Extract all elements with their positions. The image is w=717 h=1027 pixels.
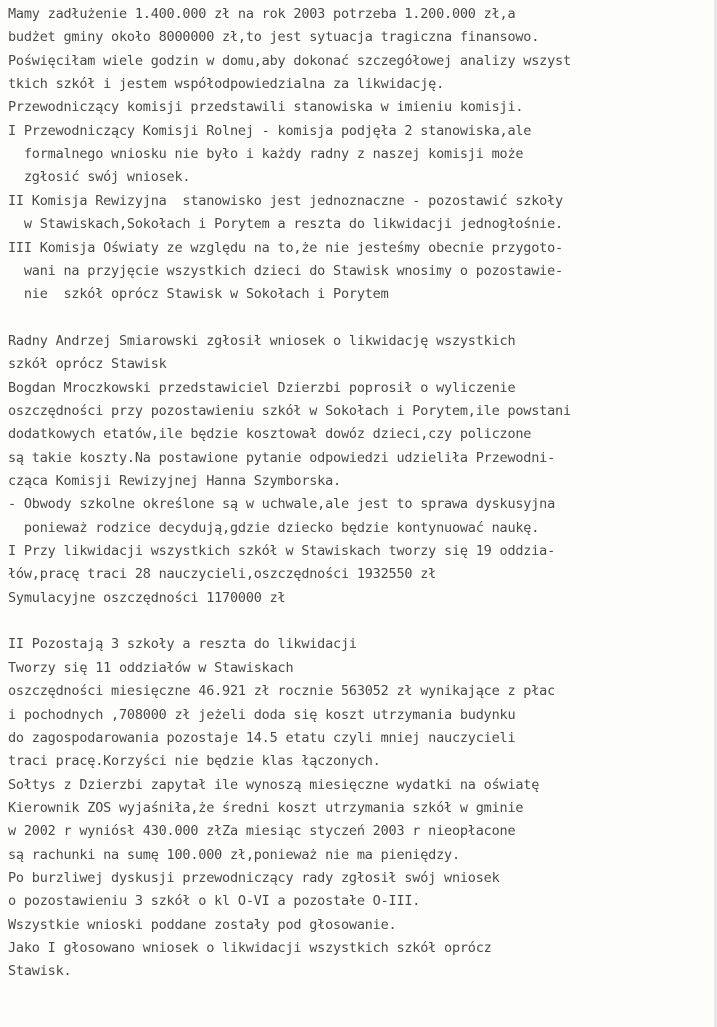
document-line: Sołtys z Dzierzbi zapytał ile wynoszą miesięczne wydatki na oświatę bbox=[8, 776, 540, 793]
document-line: są rachunki na sumę 100.000 zł,ponieważ nie ma pieniędzy. bbox=[8, 846, 460, 863]
document-line: ponieważ rodzice decydują,gdzie dziecko będzie kontynuować naukę. bbox=[8, 519, 540, 536]
document-line: wani na przyjęcie wszystkich dzieci do Stawisk wnosimy o pozostawie- bbox=[8, 262, 563, 279]
document-line: dodatkowych etatów,ile będzie kosztował dowóz dzieci,czy policzone bbox=[8, 426, 532, 443]
document-line: budżet gminy około 8000000 zł,to jest sytuacja tragiczna finansowo. bbox=[8, 29, 540, 46]
document-line: tkich szkół i jestem współodpowiedzialna za likwidację. bbox=[8, 76, 445, 93]
document-line: cząca Komisji Rewizyjnej Hanna Szymborska. bbox=[8, 473, 341, 489]
document-line: Kierownik ZOS wyjaśniła,że średni koszt utrzymania szkół w gminie bbox=[8, 799, 524, 816]
document-line: II Pozostają 3 szkoły a reszta do likwidacji bbox=[8, 636, 357, 653]
document-line: o pozostawieniu 3 szkół o kl O-VI a pozostałe O-III. bbox=[8, 893, 421, 910]
document-line: Przewodniczący komisji przedstawili stanowiska w imieniu komisji. bbox=[8, 99, 524, 116]
document-line: łów,pracę traci 28 nauczycieli,oszczędności 1932550 zł bbox=[8, 566, 437, 583]
document-line: II Komisja Rewizyjna stanowisko jest jednoznaczne - pozostawić szkoły bbox=[8, 192, 563, 209]
document-line: Poświęciłam wiele godzin w domu,aby dokonać szczegółowej analizy wszyst bbox=[8, 52, 571, 69]
document-line: I Przy likwidacji wszystkich szkół w Stawiskach tworzy się 19 oddzia- bbox=[8, 543, 556, 560]
document-line: I Przewodniczący Komisji Rolnej - komisja podjęła 2 stanowiska,ale bbox=[8, 122, 532, 139]
document-line: - Obwody szkolne określone są w uchwale,ale jest to sprawa dyskusyjna bbox=[8, 496, 556, 513]
document-line: Jako I głosowano wniosek o likwidacji wszystkich szkół oprócz bbox=[8, 940, 492, 956]
document-line: Wszystkie wnioski poddane zostały pod głosowanie. bbox=[8, 916, 397, 933]
document-line: są takie koszty.Na postawione pytanie odpowiedzi udzieliła Przewodni- bbox=[8, 449, 556, 466]
document-line: oszczędności miesięczne 46.921 zł rocznie 563052 zł wynikające z płac bbox=[8, 683, 556, 700]
document-line: w 2002 r wyniósł 430.000 złZa miesiąc styczeń 2003 r nieopłacone bbox=[8, 823, 516, 840]
document-line: Bogdan Mroczkowski przedstawiciel Dzierzbi poprosił o wyliczenie bbox=[8, 379, 516, 396]
document-line: Radny Andrzej Smiarowski zgłosił wniosek o likwidację wszystkich bbox=[8, 332, 516, 349]
document-line: i pochodnych ,708000 zł jeżeli doda się koszt utrzymania budynku bbox=[8, 706, 516, 723]
document-line: do zagospodarowania pozostaje 14.5 etatu czyli mniej nauczycieli bbox=[8, 729, 516, 746]
document-line: Stawisk. bbox=[8, 963, 72, 980]
document-line: Symulacyjne oszczędności 1170000 zł bbox=[8, 589, 286, 606]
document-line: w Stawiskach,Sokołach i Porytem a reszta do likwidacji jednogłośnie. bbox=[8, 216, 563, 233]
document-line: Mamy zadłużenie 1.400.000 zł na rok 2003 potrzeba 1.200.000 zł,a bbox=[8, 6, 516, 22]
document-line: zgłosić swój wniosek. bbox=[8, 169, 191, 186]
document-line: Po burzliwej dyskusji przewodniczący rady zgłosił swój wniosek bbox=[8, 869, 500, 886]
document-line: III Komisja Oświaty ze względu na to,że nie jesteśmy obecnie przygoto- bbox=[8, 239, 563, 256]
document-line: traci pracę.Korzyści nie będzie klas łączonych. bbox=[8, 753, 381, 770]
document-line: nie szkół oprócz Stawisk w Sokołach i Porytem bbox=[8, 286, 389, 303]
document-line: formalnego wniosku nie było i każdy radny z naszej komisji może bbox=[8, 146, 524, 163]
document-line: szkół oprócz Stawisk bbox=[8, 356, 167, 373]
document-line: Tworzy się 11 oddziałów w Stawiskach bbox=[8, 659, 294, 676]
document-line: oszczędności przy pozostawieniu szkół w Sokołach i Porytem,ile powstani bbox=[8, 402, 571, 419]
